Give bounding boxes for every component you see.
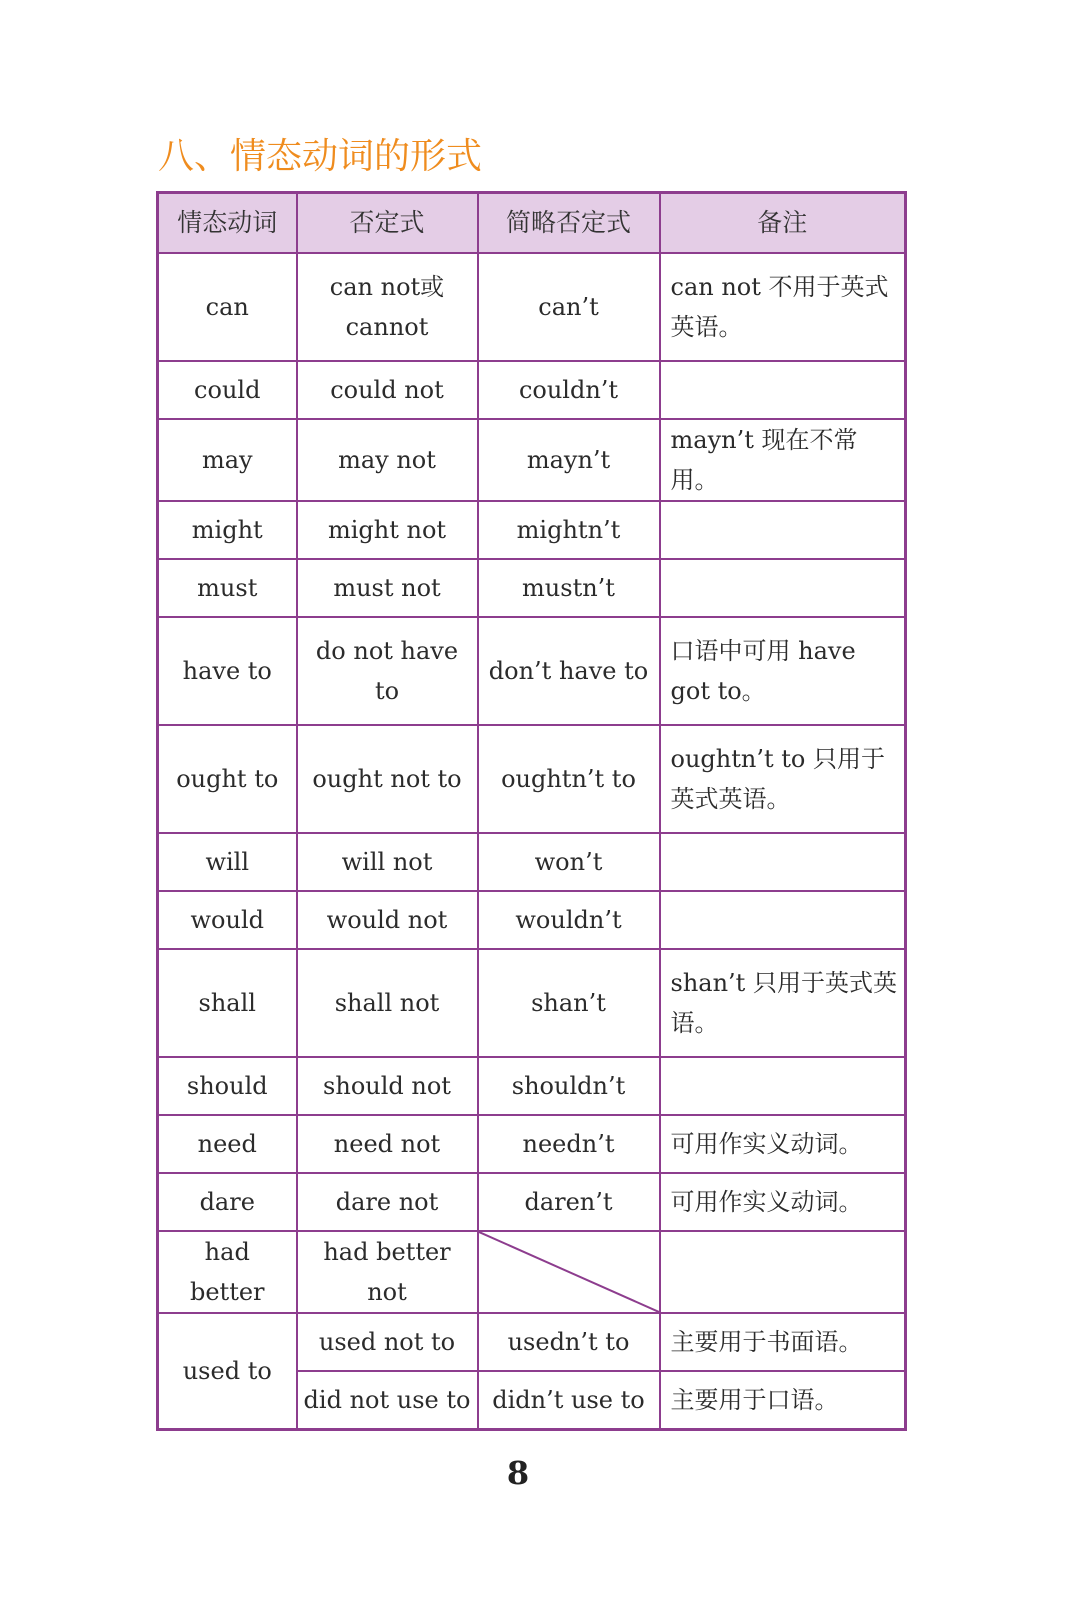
- table-row: [158, 949, 906, 1057]
- cell-negative: had better not: [297, 1231, 478, 1313]
- cell-note: 口语中可用 have got to。: [660, 617, 906, 725]
- table-row: [158, 253, 906, 361]
- table-row: [158, 361, 906, 419]
- cell-note: oughtn’t to 只用于英式英语。: [660, 725, 906, 833]
- cell-negative: might not: [297, 501, 478, 559]
- table-row: [158, 617, 906, 725]
- cell-verb: may: [158, 419, 297, 501]
- table-row: [158, 1231, 906, 1313]
- cell-short: didn’t use to: [478, 1371, 660, 1430]
- table-row: [158, 891, 906, 949]
- cell-verb: might: [158, 501, 297, 559]
- cell-verb: have to: [158, 617, 297, 725]
- header-modal-verb: 情态动词: [158, 193, 297, 254]
- cell-negative: can not或cannot: [297, 253, 478, 361]
- cell-verb: ought to: [158, 725, 297, 833]
- table-row: [158, 501, 906, 559]
- cell-note: mayn’t 现在不常用。: [660, 419, 906, 501]
- table-row: [158, 419, 906, 501]
- cell-note: 主要用于口语。: [660, 1371, 906, 1430]
- cell-verb: need: [158, 1115, 297, 1173]
- table-row: [158, 833, 906, 891]
- page-number: 8: [506, 1454, 530, 1492]
- cell-negative: shall not: [297, 949, 478, 1057]
- header-notes: 备注: [660, 193, 906, 254]
- cell-verb: dare: [158, 1173, 297, 1231]
- cell-short: wouldn’t: [478, 891, 660, 949]
- cell-verb: could: [158, 361, 297, 419]
- cell-short: shan’t: [478, 949, 660, 1057]
- header-short-negative: 简略否定式: [478, 193, 660, 254]
- cell-note: 可用作实义动词。: [660, 1173, 906, 1231]
- cell-short: needn’t: [478, 1115, 660, 1173]
- cell-short: usedn’t to: [478, 1313, 660, 1371]
- cell-verb: can: [158, 253, 297, 361]
- cell-note: [660, 1057, 906, 1115]
- cell-note: shan’t 只用于英式英语。: [660, 949, 906, 1057]
- cell-note: can not 不用于英式英语。: [660, 253, 906, 361]
- cell-short: daren’t: [478, 1173, 660, 1231]
- cell-negative: did not use to: [297, 1371, 478, 1430]
- cell-negative: ought not to: [297, 725, 478, 833]
- cell-verb: will: [158, 833, 297, 891]
- cell-negative: do not have to: [297, 617, 478, 725]
- table-row: [158, 1173, 906, 1231]
- cell-short: mightn’t: [478, 501, 660, 559]
- cell-short: mayn’t: [478, 419, 660, 501]
- table-header-row: [158, 193, 906, 254]
- cell-short: won’t: [478, 833, 660, 891]
- cell-note: [660, 833, 906, 891]
- cell-note: [660, 891, 906, 949]
- cell-short: can’t: [478, 253, 660, 361]
- cell-note: 可用作实义动词。: [660, 1115, 906, 1173]
- diagonal-line: [479, 1232, 659, 1312]
- table-row: [158, 1115, 906, 1173]
- cell-negative: must not: [297, 559, 478, 617]
- header-negative: 否定式: [297, 193, 478, 254]
- cell-note: [660, 559, 906, 617]
- cell-verb: must: [158, 559, 297, 617]
- modal-verb-table: [156, 191, 907, 1431]
- cell-note: [660, 1231, 906, 1313]
- cell-verb: should: [158, 1057, 297, 1115]
- cell-short-empty-diagonal: [478, 1231, 660, 1313]
- cell-note: [660, 361, 906, 419]
- cell-short: oughtn’t to: [478, 725, 660, 833]
- table-row: [158, 559, 906, 617]
- cell-negative: should not: [297, 1057, 478, 1115]
- cell-negative: would not: [297, 891, 478, 949]
- section-title: 八、情态动词的形式: [158, 136, 483, 177]
- cell-negative: used not to: [297, 1313, 478, 1371]
- cell-verb: had better: [158, 1231, 297, 1313]
- cell-verb: used to: [158, 1313, 297, 1430]
- cell-negative: need not: [297, 1115, 478, 1173]
- cell-short: shouldn’t: [478, 1057, 660, 1115]
- cell-negative: may not: [297, 419, 478, 501]
- cell-short: mustn’t: [478, 559, 660, 617]
- cell-short: couldn’t: [478, 361, 660, 419]
- cell-note: [660, 501, 906, 559]
- cell-note: 主要用于书面语。: [660, 1313, 906, 1371]
- cell-negative: dare not: [297, 1173, 478, 1231]
- table-row: [158, 725, 906, 833]
- cell-verb: shall: [158, 949, 297, 1057]
- cell-negative: could not: [297, 361, 478, 419]
- cell-verb: would: [158, 891, 297, 949]
- cell-negative: will not: [297, 833, 478, 891]
- table-row: [158, 1313, 906, 1371]
- cell-short: don’t have to: [478, 617, 660, 725]
- table-row: [158, 1057, 906, 1115]
